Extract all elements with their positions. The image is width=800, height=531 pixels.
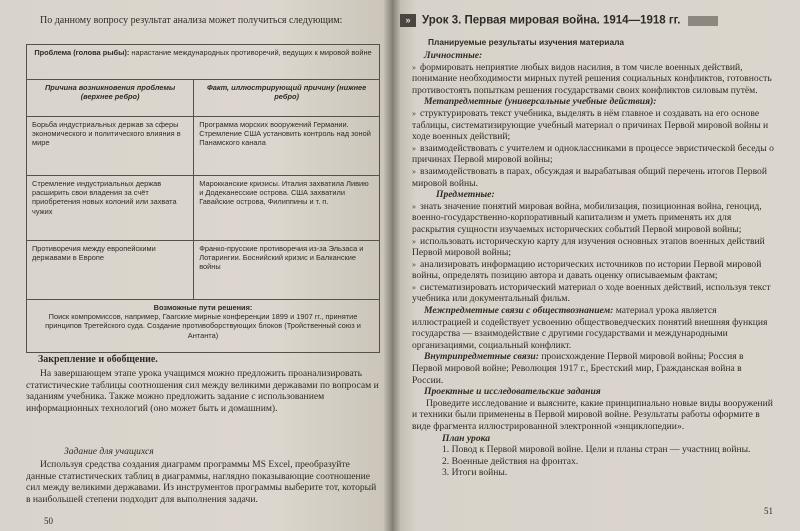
personal-text: формировать неприятие любых видов насилия, в том числе военных действий, понимание необходимости мирных путей решения социальных конфликтов, готовность противостоять попыткам решения государствами своих конфликтов силовым путём. [412,61,772,96]
subject-text-4: систематизировать исторический материал о ходе военных действий, используя текст учебника или документальный фильм. [412,281,771,305]
inter-text: материал урока является иллюстрацией и содействует усвоению обществоведческих понятий внешняя функция государства — взаимодействие с другими государствами и международными организациями, социальный конфликт. [412,305,768,351]
lesson-title: Урок 3. Первая мировая война. 1914—1918 гг. [422,14,681,27]
subject-text-2: использовать историческую карту для изучения основных этапов военных действий Первой мировой войны; [412,235,765,259]
page-number-left: 50 [44,516,53,526]
plan-heading: План урока [442,432,491,444]
reason-cell-3: Противоречия между европейскими державами в Европе [27,241,194,300]
double-arrow-icon: » [400,14,416,27]
reason-column-header: Причина возникновения проблемы (верхнее ребро) [27,80,194,117]
personal-text-row [412,62,774,97]
subject-item-4 [412,282,774,305]
subject-heading: Предметные: [436,189,495,201]
problem-cell [27,45,380,80]
title-bar-decoration [688,16,718,26]
task-text: Используя средства создания диаграмм программы MS Excel, преобразуйте данные статистических таблиц в диаграммы, наглядно показывающие соотношение сил между великими державами. Из инструментов программы выберите тот, который в наибольшей степени подходит для выполнения задачи. [26,459,377,505]
subject-text-3: анализировать информацию исторических источников по истории Первой мировой войны, определять позицию автора и давать оценку описываемым фактам; [412,258,762,282]
inter-block [412,305,774,351]
intra-text: происхождение Первой мировой войны; Россия в Первой мировой войне; Революция 1917 г., Брестский мир, Гражданская война в России. [412,351,744,386]
subject-item-1 [412,201,774,236]
arrow-marker-icon: » [412,201,416,211]
page-number-right: 51 [764,506,773,516]
consolidation-title: Закрепление и обобщение. [38,354,158,365]
meta-item-1 [412,108,774,143]
project-text: Проведите исследование и выясните, какие принципиально новые виды вооружений и техники были применены в Первой мировой войне. Результаты работы оформите в виде фрагмента иллюстрированной электронной «энциклопедии». [412,397,773,432]
problem-label: Проблема (голова рыбы): [34,48,130,57]
intra-heading: Внутрипредметные связи: [424,351,539,363]
fact-cell-1: Программа морских вооружений Германии. Стремление США установить контроль над зоной Панамского канала [194,117,380,176]
solutions-text: Поиск компромиссов, например, Гаагские мирные конференции 1899 и 1907 гг., принятие принципов Третейского суда. Создание противоборствующих блоков (Тройственный союз и Антанта) [45,312,361,340]
results-block [412,50,774,479]
problem-text: нарастание международных противоречий, ведущих к мировой войне [131,48,372,57]
meta-text-2: взаимодействовать с учителем и одноклассниками в процессе эвристической беседы о причинах Первой мировой войны; [412,142,774,166]
meta-item-3 [412,166,774,189]
intra-block [412,351,774,386]
plan-item-3: 3. Итоги войны. [442,467,508,479]
plan-item-1: 1. Повод к Первой мировой войне. Цели и планы стран — участниц войны. [442,444,751,456]
arrow-marker-icon: » [412,108,416,118]
arrow-marker-icon: » [412,282,416,292]
subject-text-1: знать значение понятий мировая война, мобилизация, позиционная война, геноцид, военно-государственно-корпоративный капитализм и уметь применять их для раскрытия сущности изучаемых исторических событий Первой мировой войны; [412,200,762,235]
arrow-marker-icon: » [412,62,416,72]
arrow-marker-icon: » [412,259,416,269]
subject-item-3 [412,259,774,282]
meta-text-3: взаимодействовать в парах, обсуждая и вырабатывая общий перечень итогов Первой мировой войны. [412,165,767,189]
intro-text: По данному вопросу результат анализа может получиться следующим: [40,15,343,26]
fishbone-table [26,44,380,353]
fact-cell-2: Марокканские кризисы. Италия захватила Ливию и Додеканесские острова. США захватили Гавайские острова, Филиппины и т. п. [194,176,380,241]
fact-column-header: Факт, иллюстрирующий причину (нижнее ребро) [194,80,380,117]
book-gutter [384,0,400,531]
reason-cell-1: Борьба индустриальных держав за сферы экономического и политического влияния в мире [27,117,194,176]
subject-item-2 [412,236,774,259]
solutions-header: Возможные пути решения: [153,303,253,312]
task-title: Задание для учащихся [64,446,154,457]
arrow-marker-icon: » [412,166,416,176]
reason-cell-2: Стремление индустриальных держав расширить свои владения за счёт приобретения новых колоний или захвата чужих [27,176,194,241]
meta-text-1: структурировать текст учебника, выделять в нём главное и создавать на его основе таблицы, систематизирующие учебный материал о причинах Первой мировой войны и ходе военных действий; [412,107,769,143]
arrow-marker-icon: » [412,236,416,246]
fact-cell-3: Франко-прусские противоречия из-за Эльзаса и Лотарингии. Боснийский кризис и Балканские войны [194,241,380,300]
meta-item-2 [412,143,774,166]
meta-heading: Метапредметные (универсальные учебные действия): [424,96,657,108]
plan-item-2: 2. Военные действия на фронтах. [442,455,579,467]
left-page [0,0,392,531]
planned-results-heading: Планируемые результаты изучения материала [428,37,625,47]
consolidation-text: На завершающем этапе урока учащимся можно предложить проанализировать статистические таблицы соотношения сил между великими державами по вопросам и заданиям учебника. Также можно предложить задание с использованием информационных технологий (оно может быть и домашним). [26,368,379,414]
solutions-cell [27,300,380,353]
personal-heading: Личностные: [424,50,483,61]
inter-heading: Межпредметные связи с обществознанием: [424,305,614,317]
project-heading: Проектные и исследовательские задания [424,386,601,398]
lesson-title-row [400,14,772,27]
arrow-marker-icon: » [412,143,416,153]
